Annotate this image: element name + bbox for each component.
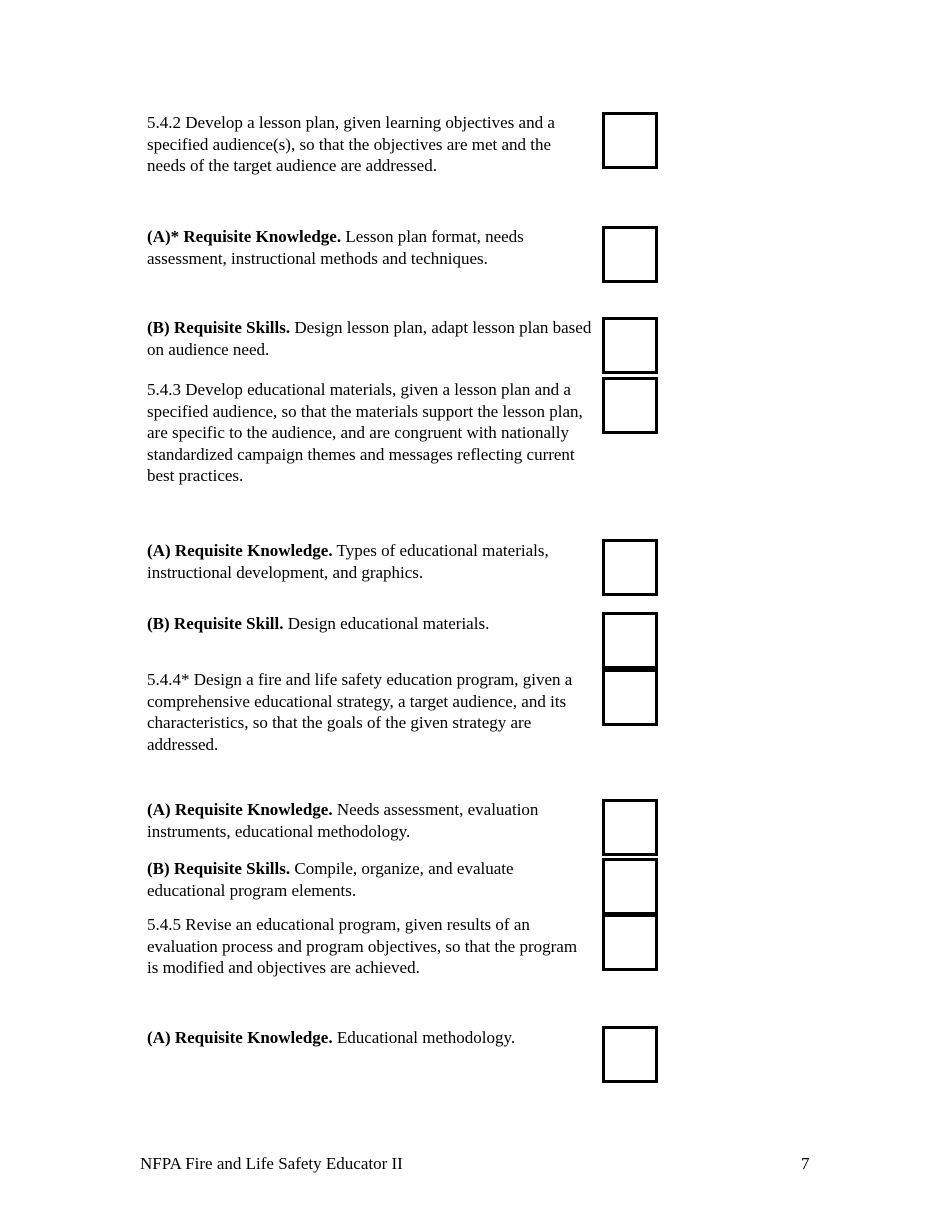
- checkbox-5-4-5-knowledge[interactable]: [602, 1026, 658, 1083]
- item-5-4-3-skill: [147, 613, 592, 635]
- checkbox-5-4-3[interactable]: [602, 377, 658, 434]
- item-text: Types of educational materials, instructional development, and graphics.: [147, 541, 549, 582]
- item-text: Design lesson plan, adapt lesson plan based on audience need.: [147, 318, 592, 359]
- item-5-4-4: [147, 669, 592, 755]
- item-5-4-5-knowledge: [147, 1027, 592, 1049]
- item-5-4-5: [147, 914, 592, 979]
- item-label: (A)* Requisite Knowledge.: [147, 227, 342, 246]
- checkbox-5-4-2[interactable]: [602, 112, 658, 169]
- item-5-4-2-knowledge: [147, 226, 592, 269]
- item-label: (B) Requisite Skills.: [147, 318, 291, 337]
- item-label: (A) Requisite Knowledge.: [147, 800, 333, 819]
- item-text: Revise an educational program, given results of an evaluation process and program objectives, so that the program is modified and objectives are achieved.: [147, 915, 578, 977]
- item-5-4-3-knowledge: [147, 540, 592, 583]
- item-5-4-4-skills: [147, 858, 592, 901]
- item-number: 5.4.2: [147, 113, 181, 132]
- checkbox-5-4-5[interactable]: [602, 914, 658, 971]
- checkbox-5-4-3-knowledge[interactable]: [602, 539, 658, 596]
- item-text: Develop a lesson plan, given learning objectives and a specified audience(s), so that the objectives are met and the needs of the target audience are addressed.: [147, 113, 555, 175]
- page-number: 7: [801, 1154, 810, 1173]
- item-label: (B) Requisite Skills.: [147, 859, 291, 878]
- item-5-4-3: [147, 379, 592, 487]
- checkbox-5-4-4[interactable]: [602, 669, 658, 726]
- item-text: Design educational materials.: [287, 614, 490, 633]
- item-label: (A) Requisite Knowledge.: [147, 541, 333, 560]
- checkbox-5-4-4-knowledge[interactable]: [602, 799, 658, 856]
- checkbox-5-4-2-skills[interactable]: [602, 317, 658, 374]
- footer-title: NFPA Fire and Life Safety Educator II: [140, 1154, 403, 1173]
- item-5-4-2-skills: [147, 317, 592, 360]
- item-label: (A) Requisite Knowledge.: [147, 1028, 333, 1047]
- item-label: (B) Requisite Skill.: [147, 614, 284, 633]
- item-number: 5.4.5: [147, 915, 181, 934]
- checkbox-5-4-2-knowledge[interactable]: [602, 226, 658, 283]
- item-text: Develop educational materials, given a lesson plan and a specified audience, so that the materials support the lesson plan, are specific to the audience, and are congruent with nationally standardized campaign themes and messages reflecting current best practices.: [147, 380, 583, 485]
- checkbox-5-4-3-skill[interactable]: [602, 612, 658, 669]
- item-text: Needs assessment, evaluation instruments, educational methodology.: [147, 800, 539, 841]
- item-text: Lesson plan format, needs assessment, instructional methods and techniques.: [147, 227, 524, 268]
- item-text: Design a fire and life safety education program, given a comprehensive educational strategy, a target audience, and its characteristics, so that the goals of the given strategy are addressed.: [147, 670, 573, 754]
- item-text: Educational methodology.: [336, 1028, 516, 1047]
- item-number: 5.4.3: [147, 380, 181, 399]
- item-5-4-2: [147, 112, 592, 177]
- item-5-4-4-knowledge: [147, 799, 592, 842]
- item-number: 5.4.4*: [147, 670, 190, 689]
- checkbox-5-4-4-skills[interactable]: [602, 858, 658, 915]
- item-text: Compile, organize, and evaluate educational program elements.: [147, 859, 514, 900]
